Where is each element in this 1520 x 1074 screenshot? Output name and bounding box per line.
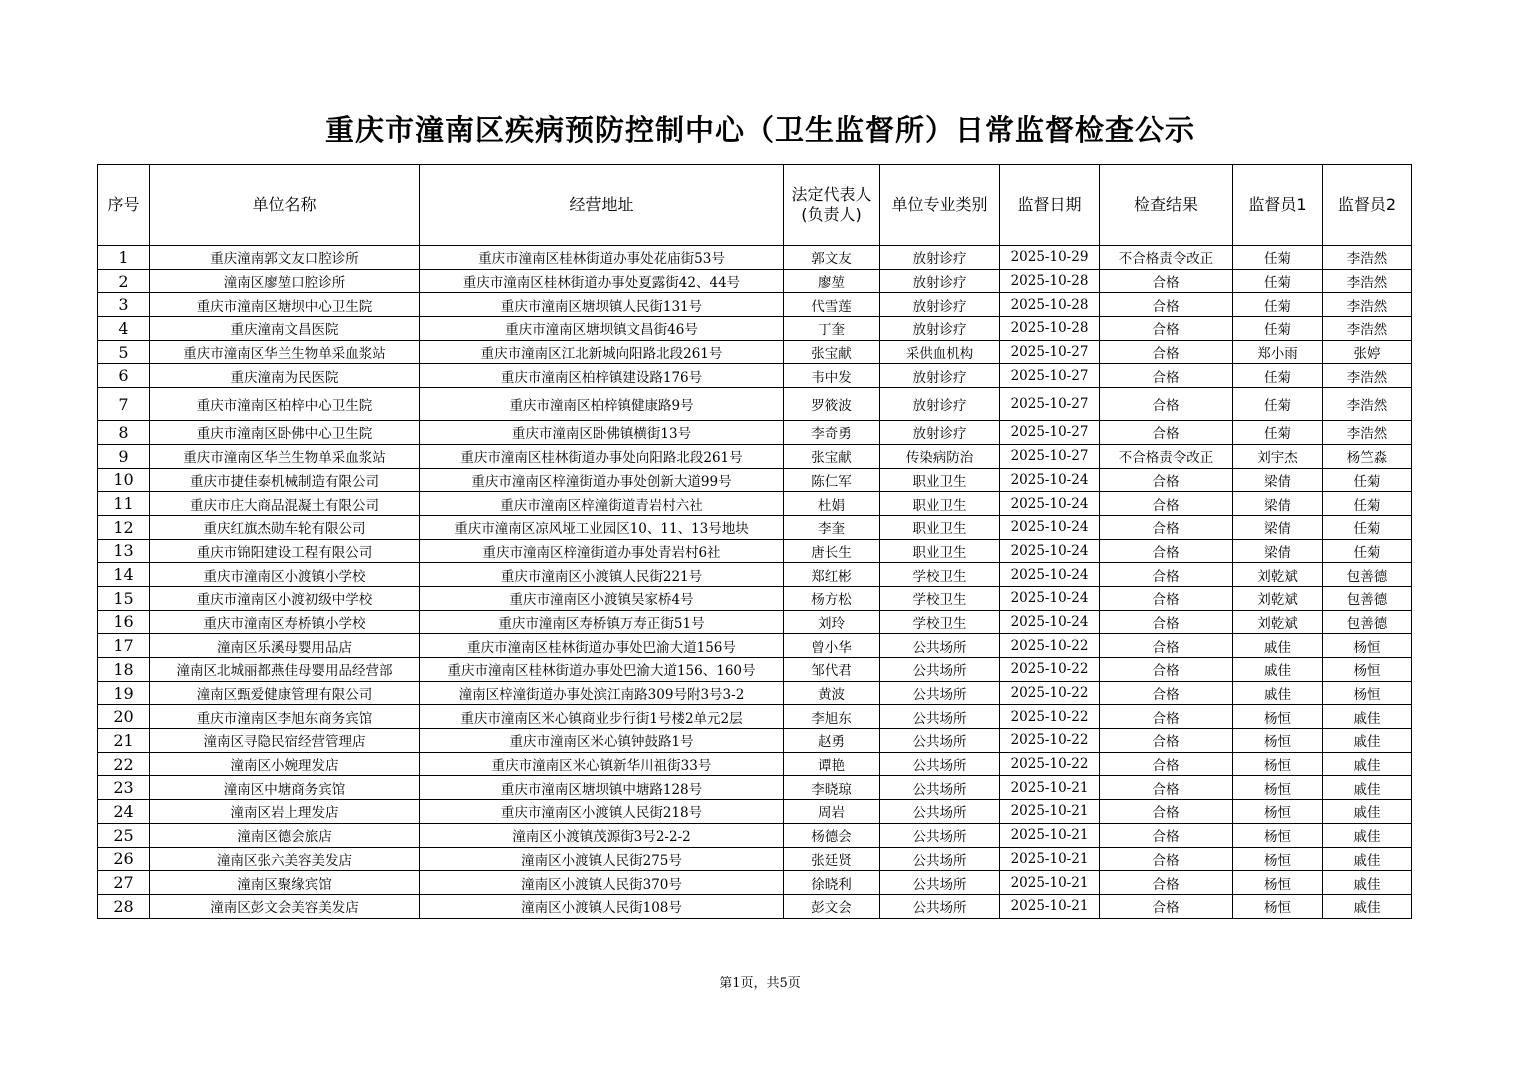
cell-unit-name: 潼南区北城丽都燕佳母婴用品经营部 [150,658,420,682]
cell-address: 重庆市潼南区江北新城向阳路北段261号 [420,340,784,364]
cell-seq: 27 [98,871,150,895]
cell-unit-name: 重庆市潼南区小渡镇小学校 [150,563,420,587]
cell-category: 公共场所 [880,894,1000,918]
cell-address: 重庆市潼南区小渡镇人民街218号 [420,800,784,824]
cell-address: 重庆市潼南区塘坝镇文昌街46号 [420,317,784,341]
cell-legal-rep: 黄波 [784,681,880,705]
cell-date: 2025-10-22 [1000,752,1100,776]
cell-inspector-1: 梁倩 [1233,515,1323,539]
cell-date: 2025-10-28 [1000,317,1100,341]
cell-legal-rep: 周岩 [784,800,880,824]
cell-inspector-1: 杨恒 [1233,800,1323,824]
cell-address: 重庆市潼南区桂林街道办事处巴渝大道156号 [420,634,784,658]
header-inspector-1: 监督员1 [1233,165,1323,246]
cell-result: 合格 [1100,586,1233,610]
cell-address: 重庆市潼南区米心镇商业步行街1号楼2单元2层 [420,705,784,729]
cell-legal-rep: 彭文会 [784,894,880,918]
cell-date: 2025-10-24 [1000,563,1100,587]
cell-legal-rep: 徐晓利 [784,871,880,895]
cell-date: 2025-10-22 [1000,681,1100,705]
cell-seq: 7 [98,388,150,421]
cell-address: 重庆市潼南区柏梓镇建设路176号 [420,364,784,388]
cell-date: 2025-10-24 [1000,539,1100,563]
cell-inspector-1: 任菊 [1233,421,1323,445]
cell-date: 2025-10-27 [1000,421,1100,445]
table-row [98,705,1412,729]
cell-inspector-2: 任菊 [1323,492,1412,516]
cell-address: 重庆市潼南区米心镇钟鼓路1号 [420,729,784,753]
cell-seq: 19 [98,681,150,705]
cell-category: 学校卫生 [880,586,1000,610]
cell-inspector-1: 杨恒 [1233,823,1323,847]
cell-unit-name: 潼南区寻隐民宿经营管理店 [150,729,420,753]
cell-seq: 8 [98,421,150,445]
cell-date: 2025-10-24 [1000,492,1100,516]
cell-inspector-2: 戚佳 [1323,800,1412,824]
cell-address: 重庆市潼南区梓潼街道办事处创新大道99号 [420,468,784,492]
cell-seq: 21 [98,729,150,753]
cell-inspector-2: 张婷 [1323,340,1412,364]
cell-legal-rep: 张宝献 [784,340,880,364]
cell-category: 放射诊疗 [880,293,1000,317]
cell-inspector-1: 梁倩 [1233,468,1323,492]
cell-address: 重庆市潼南区梓潼街道青岩村六社 [420,492,784,516]
cell-address: 潼南区小渡镇茂源街3号2-2-2 [420,823,784,847]
cell-category: 公共场所 [880,705,1000,729]
cell-legal-rep: 杜娟 [784,492,880,516]
cell-date: 2025-10-24 [1000,468,1100,492]
cell-address: 重庆市潼南区寿桥镇万寿正街51号 [420,610,784,634]
cell-unit-name: 潼南区德会旅店 [150,823,420,847]
cell-inspector-2: 任菊 [1323,515,1412,539]
cell-legal-rep: 郑红彬 [784,563,880,587]
cell-result: 合格 [1100,317,1233,341]
cell-seq: 9 [98,444,150,468]
cell-unit-name: 重庆市锦阳建设工程有限公司 [150,539,420,563]
cell-inspector-2: 杨恒 [1323,634,1412,658]
cell-legal-rep: 张宝献 [784,444,880,468]
cell-inspector-1: 梁倩 [1233,492,1323,516]
cell-legal-rep: 丁奎 [784,317,880,341]
cell-unit-name: 潼南区彭文会美容美发店 [150,894,420,918]
cell-result: 合格 [1100,658,1233,682]
cell-category: 公共场所 [880,752,1000,776]
cell-seq: 15 [98,586,150,610]
cell-inspector-2: 戚佳 [1323,752,1412,776]
cell-category: 公共场所 [880,800,1000,824]
cell-date: 2025-10-21 [1000,800,1100,824]
cell-unit-name: 潼南区张六美容美发店 [150,847,420,871]
header-inspector-2: 监督员2 [1323,165,1412,246]
cell-inspector-1: 杨恒 [1233,776,1323,800]
cell-inspector-2: 戚佳 [1323,729,1412,753]
cell-seq: 22 [98,752,150,776]
cell-seq: 17 [98,634,150,658]
cell-seq: 1 [98,246,150,270]
cell-unit-name: 重庆市潼南区柏梓中心卫生院 [150,388,420,421]
cell-date: 2025-10-22 [1000,705,1100,729]
cell-date: 2025-10-27 [1000,364,1100,388]
cell-result: 合格 [1100,421,1233,445]
cell-inspector-2: 戚佳 [1323,823,1412,847]
cell-seq: 14 [98,563,150,587]
cell-date: 2025-10-27 [1000,340,1100,364]
cell-unit-name: 重庆市庄大商品混凝土有限公司 [150,492,420,516]
cell-address: 重庆市潼南区卧佛镇横街13号 [420,421,784,445]
cell-legal-rep: 曾小华 [784,634,880,658]
cell-unit-name: 重庆市潼南区寿桥镇小学校 [150,610,420,634]
cell-seq: 20 [98,705,150,729]
cell-category: 放射诊疗 [880,388,1000,421]
cell-inspector-2: 戚佳 [1323,776,1412,800]
table-row [98,444,1412,468]
cell-date: 2025-10-22 [1000,658,1100,682]
cell-category: 放射诊疗 [880,246,1000,270]
cell-unit-name: 重庆市潼南区塘坝中心卫生院 [150,293,420,317]
page-title: 重庆市潼南区疾病预防控制中心（卫生监督所）日常监督检查公示 [324,113,1195,147]
cell-inspector-1: 戚佳 [1233,681,1323,705]
cell-inspector-2: 任菊 [1323,468,1412,492]
cell-unit-name: 重庆市潼南区卧佛中心卫生院 [150,421,420,445]
cell-unit-name: 重庆市潼南区华兰生物单采血浆站 [150,340,420,364]
cell-result: 合格 [1100,705,1233,729]
table-row [98,468,1412,492]
cell-seq: 13 [98,539,150,563]
cell-result: 合格 [1100,468,1233,492]
cell-date: 2025-10-28 [1000,269,1100,293]
cell-result: 合格 [1100,871,1233,895]
cell-category: 公共场所 [880,681,1000,705]
cell-legal-rep: 廖堃 [784,269,880,293]
cell-inspector-2: 戚佳 [1323,847,1412,871]
cell-category: 职业卫生 [880,539,1000,563]
cell-result: 合格 [1100,340,1233,364]
cell-inspector-1: 任菊 [1233,388,1323,421]
cell-inspector-1: 杨恒 [1233,871,1323,895]
cell-address: 重庆市潼南区塘坝镇人民街131号 [420,293,784,317]
cell-address: 重庆市潼南区桂林街道办事处巴渝大道156、160号 [420,658,784,682]
cell-legal-rep: 代雪莲 [784,293,880,317]
cell-result: 合格 [1100,800,1233,824]
cell-category: 公共场所 [880,776,1000,800]
cell-legal-rep: 李奇勇 [784,421,880,445]
cell-result: 合格 [1100,293,1233,317]
table-row [98,894,1412,918]
table-row [98,681,1412,705]
table-row [98,317,1412,341]
cell-legal-rep: 杨德会 [784,823,880,847]
cell-result: 合格 [1100,364,1233,388]
cell-inspector-2: 包善德 [1323,586,1412,610]
cell-category: 采供血机构 [880,340,1000,364]
cell-unit-name: 重庆市潼南区小渡初级中学校 [150,586,420,610]
cell-legal-rep: 李旭东 [784,705,880,729]
cell-unit-name: 重庆市潼南区华兰生物单采血浆站 [150,444,420,468]
cell-date: 2025-10-27 [1000,444,1100,468]
cell-unit-name: 潼南区乐溪母婴用品店 [150,634,420,658]
cell-inspector-1: 戚佳 [1233,658,1323,682]
cell-address: 重庆市潼南区桂林街道办事处向阳路北段261号 [420,444,784,468]
cell-result: 合格 [1100,515,1233,539]
cell-address: 潼南区小渡镇人民街108号 [420,894,784,918]
cell-inspector-2: 包善德 [1323,610,1412,634]
cell-seq: 28 [98,894,150,918]
cell-unit-name: 重庆市捷佳泰机械制造有限公司 [150,468,420,492]
table-row [98,492,1412,516]
table-row [98,388,1412,421]
cell-seq: 18 [98,658,150,682]
table-row [98,269,1412,293]
header-legal-rep: 法定代表人(负责人) [784,165,880,246]
cell-seq: 24 [98,800,150,824]
cell-category: 放射诊疗 [880,364,1000,388]
cell-seq: 5 [98,340,150,364]
cell-unit-name: 潼南区廖堃口腔诊所 [150,269,420,293]
cell-unit-name: 潼南区甄爱健康管理有限公司 [150,681,420,705]
cell-category: 职业卫生 [880,515,1000,539]
cell-inspector-2: 李浩然 [1323,269,1412,293]
cell-address: 潼南区梓潼街道办事处滨江南路309号附3号3-2 [420,681,784,705]
table-row [98,563,1412,587]
table-row [98,515,1412,539]
cell-result: 合格 [1100,681,1233,705]
table-row [98,610,1412,634]
cell-address: 潼南区小渡镇人民街370号 [420,871,784,895]
cell-inspector-2: 包善德 [1323,563,1412,587]
cell-result: 合格 [1100,776,1233,800]
cell-inspector-1: 刘乾斌 [1233,563,1323,587]
cell-date: 2025-10-21 [1000,776,1100,800]
cell-legal-rep: 陈仁军 [784,468,880,492]
cell-category: 职业卫生 [880,468,1000,492]
cell-address: 重庆市潼南区塘坝镇中塘路128号 [420,776,784,800]
cell-result: 合格 [1100,563,1233,587]
cell-address: 重庆市潼南区米心镇新华川祖街33号 [420,752,784,776]
cell-seq: 3 [98,293,150,317]
cell-inspector-1: 杨恒 [1233,729,1323,753]
cell-result: 合格 [1100,269,1233,293]
cell-seq: 6 [98,364,150,388]
table-row [98,871,1412,895]
cell-legal-rep: 韦中发 [784,364,880,388]
cell-unit-name: 重庆市潼南区李旭东商务宾馆 [150,705,420,729]
cell-inspector-2: 任菊 [1323,539,1412,563]
table-row [98,776,1412,800]
cell-legal-rep: 谭艳 [784,752,880,776]
cell-address: 重庆市潼南区梓潼街道办事处青岩村6社 [420,539,784,563]
cell-inspector-2: 戚佳 [1323,894,1412,918]
table-row [98,364,1412,388]
cell-category: 公共场所 [880,847,1000,871]
cell-inspector-1: 郑小雨 [1233,340,1323,364]
cell-inspector-1: 任菊 [1233,269,1323,293]
table-row [98,421,1412,445]
header-category: 单位专业类别 [880,165,1000,246]
cell-legal-rep: 赵勇 [784,729,880,753]
cell-inspector-1: 杨恒 [1233,894,1323,918]
cell-result: 合格 [1100,634,1233,658]
header-date: 监督日期 [1000,165,1100,246]
cell-result: 合格 [1100,752,1233,776]
cell-inspector-1: 刘宇杰 [1233,444,1323,468]
cell-inspector-1: 任菊 [1233,293,1323,317]
cell-category: 公共场所 [880,823,1000,847]
cell-seq: 12 [98,515,150,539]
cell-inspector-1: 任菊 [1233,246,1323,270]
table-row [98,847,1412,871]
cell-inspector-1: 杨恒 [1233,847,1323,871]
cell-inspector-1: 刘乾斌 [1233,610,1323,634]
cell-inspector-2: 杨恒 [1323,681,1412,705]
cell-inspector-1: 任菊 [1233,317,1323,341]
cell-address: 潼南区小渡镇人民街275号 [420,847,784,871]
cell-category: 职业卫生 [880,492,1000,516]
table-row [98,586,1412,610]
cell-category: 放射诊疗 [880,317,1000,341]
cell-inspector-2: 李浩然 [1323,293,1412,317]
cell-seq: 4 [98,317,150,341]
cell-date: 2025-10-29 [1000,246,1100,270]
cell-result: 不合格责令改正 [1100,444,1233,468]
cell-date: 2025-10-22 [1000,729,1100,753]
cell-seq: 16 [98,610,150,634]
cell-address: 重庆市潼南区桂林街道办事处夏露街42、44号 [420,269,784,293]
cell-seq: 11 [98,492,150,516]
header-address: 经营地址 [420,165,784,246]
table-body [98,246,1412,919]
header-unit-name: 单位名称 [150,165,420,246]
cell-inspector-2: 李浩然 [1323,317,1412,341]
table-row [98,729,1412,753]
cell-address: 重庆市潼南区桂林街道办事处花庙街53号 [420,246,784,270]
cell-legal-rep: 刘玲 [784,610,880,634]
cell-unit-name: 潼南区中塘商务宾馆 [150,776,420,800]
cell-seq: 25 [98,823,150,847]
cell-inspector-1: 任菊 [1233,364,1323,388]
cell-category: 公共场所 [880,729,1000,753]
cell-legal-rep: 唐长生 [784,539,880,563]
cell-inspector-2: 李浩然 [1323,388,1412,421]
cell-inspector-2: 杨恒 [1323,658,1412,682]
cell-unit-name: 重庆潼南文昌医院 [150,317,420,341]
cell-seq: 10 [98,468,150,492]
table-row [98,752,1412,776]
table-row [98,634,1412,658]
cell-date: 2025-10-28 [1000,293,1100,317]
table-row [98,800,1412,824]
cell-date: 2025-10-24 [1000,586,1100,610]
cell-result: 合格 [1100,388,1233,421]
header-seq: 序号 [98,165,150,246]
cell-unit-name: 潼南区岩上理发店 [150,800,420,824]
table-row [98,539,1412,563]
cell-inspector-1: 刘乾斌 [1233,586,1323,610]
inspection-table [97,164,1412,919]
cell-unit-name: 重庆红旗杰勋车轮有限公司 [150,515,420,539]
cell-date: 2025-10-22 [1000,634,1100,658]
cell-inspector-1: 杨恒 [1233,752,1323,776]
cell-inspector-2: 杨竺淼 [1323,444,1412,468]
cell-address: 重庆市潼南区小渡镇吴家桥4号 [420,586,784,610]
cell-inspector-2: 李浩然 [1323,364,1412,388]
cell-inspector-2: 戚佳 [1323,871,1412,895]
cell-result: 合格 [1100,492,1233,516]
cell-legal-rep: 李晓琼 [784,776,880,800]
cell-legal-rep: 张廷贤 [784,847,880,871]
table-row [98,293,1412,317]
cell-category: 公共场所 [880,634,1000,658]
cell-legal-rep: 郭文友 [784,246,880,270]
cell-date: 2025-10-24 [1000,515,1100,539]
cell-inspector-1: 梁倩 [1233,539,1323,563]
cell-result: 合格 [1100,729,1233,753]
cell-category: 公共场所 [880,658,1000,682]
cell-legal-rep: 李奎 [784,515,880,539]
cell-inspector-2: 李浩然 [1323,421,1412,445]
cell-seq: 26 [98,847,150,871]
cell-category: 公共场所 [880,871,1000,895]
cell-legal-rep: 邹代君 [784,658,880,682]
cell-date: 2025-10-24 [1000,610,1100,634]
cell-unit-name: 重庆潼南郭文友口腔诊所 [150,246,420,270]
cell-unit-name: 潼南区聚缘宾馆 [150,871,420,895]
header-row [98,165,1412,246]
cell-category: 放射诊疗 [880,421,1000,445]
cell-result: 合格 [1100,847,1233,871]
cell-inspector-1: 杨恒 [1233,705,1323,729]
page-footer: 第1页，共5页 [719,976,801,991]
cell-category: 放射诊疗 [880,269,1000,293]
cell-seq: 2 [98,269,150,293]
table-row [98,823,1412,847]
cell-inspector-1: 戚佳 [1233,634,1323,658]
cell-address: 重庆市潼南区小渡镇人民街221号 [420,563,784,587]
cell-date: 2025-10-21 [1000,823,1100,847]
cell-result: 合格 [1100,539,1233,563]
cell-unit-name: 重庆潼南为民医院 [150,364,420,388]
cell-category: 传染病防治 [880,444,1000,468]
cell-unit-name: 潼南区小婉理发店 [150,752,420,776]
cell-inspector-2: 李浩然 [1323,246,1412,270]
cell-result: 合格 [1100,823,1233,847]
cell-category: 学校卫生 [880,610,1000,634]
cell-category: 学校卫生 [880,563,1000,587]
cell-date: 2025-10-21 [1000,847,1100,871]
cell-address: 重庆市潼南区柏梓镇健康路9号 [420,388,784,421]
cell-result: 不合格责令改正 [1100,246,1233,270]
cell-address: 重庆市潼南区凉风垭工业园区10、11、13号地块 [420,515,784,539]
cell-result: 合格 [1100,610,1233,634]
cell-date: 2025-10-21 [1000,894,1100,918]
cell-date: 2025-10-21 [1000,871,1100,895]
table-row [98,340,1412,364]
table-row [98,658,1412,682]
cell-inspector-2: 戚佳 [1323,705,1412,729]
cell-result: 合格 [1100,894,1233,918]
cell-legal-rep: 罗筱波 [784,388,880,421]
cell-date: 2025-10-27 [1000,388,1100,421]
table-row [98,246,1412,270]
header-result: 检查结果 [1100,165,1233,246]
cell-legal-rep: 杨方松 [784,586,880,610]
cell-seq: 23 [98,776,150,800]
